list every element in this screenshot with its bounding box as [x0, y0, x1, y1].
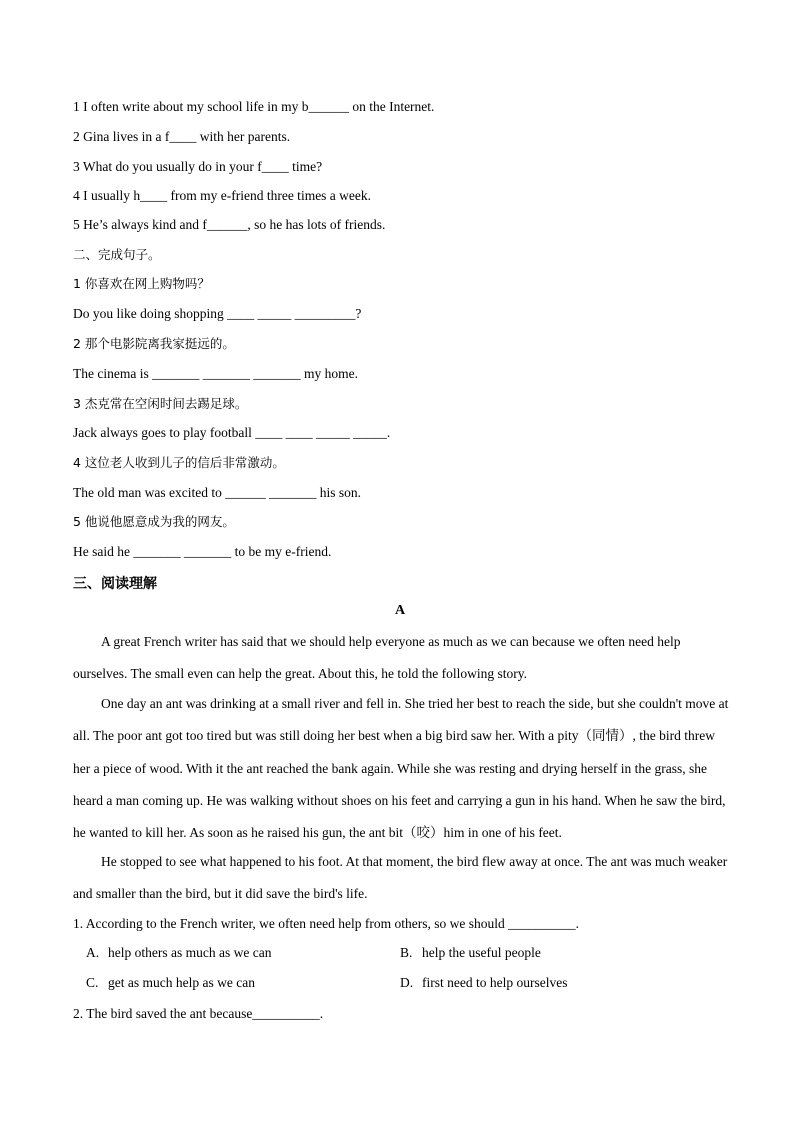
- passage-paragraph-2: One day an ant was drinking at a small river and fell in. She tried her best to reach the side, but she couldn't move at all. The poor ant got too tired but was still doing her best when a big bird saw her. With a pity（同情）, the bird threw her a piece of wood. With it the ant reached the bank again. While she was resting and drying herself in the grass, she heard a man coming up. He was walking without shoes on his feet and carrying a gun in his hand. When he saw the bird, he wanted to kill her. As soon as he raised his gun, the ant bit（咬）him in one of his feet.: [73, 696, 729, 841]
- sentence-3-english: Jack always goes to play football ____ ____ _____ _____.: [73, 425, 391, 440]
- sentence-1-chinese: 1 你喜欢在网上购物吗？: [73, 276, 210, 291]
- exercise-item-4: 4 I usually h____ from my e-friend three times a week.: [73, 188, 372, 203]
- sentence-1-english: Do you like doing shopping ____ _____ _________?: [73, 306, 362, 321]
- sentence-2-chinese: 2 那个电影院离我家挺远的。: [73, 336, 235, 351]
- passage-paragraph-1: A great French writer has said that we should help everyone as much as we can because we often need help ourselves. The small even can help the great. About this, he told the following story.: [73, 634, 681, 682]
- sentence-4-english: The old man was excited to ______ _______ his son.: [73, 485, 361, 500]
- question-1-option-b: [400, 945, 541, 961]
- question-1-stem: 1. According to the French writer, we often need help from others, so we should __________.: [73, 916, 579, 931]
- exercise-item-3: 3 What do you usually do in your f____ time?: [73, 159, 323, 174]
- sentence-2-english: The cinema is _______ _______ _______ my home.: [73, 366, 358, 381]
- option-text: help others as much as we can: [108, 945, 272, 960]
- exercise-item-5: 5 He’s always kind and f______, so he has lots of friends.: [73, 217, 386, 232]
- question-2-stem: 2. The bird saved the ant because__________.: [73, 1006, 324, 1021]
- option-letter: C.: [86, 975, 99, 990]
- passage-title: A: [394, 603, 406, 618]
- sentence-3-chinese: 3 杰克常在空闲时间去踢足球。: [73, 396, 248, 411]
- option-text: get as much help as we can: [108, 975, 255, 990]
- exercise-item-2: 2 Gina lives in a f____ with her parents.: [73, 129, 291, 144]
- passage-paragraph-3: He stopped to see what happened to his foot. At that moment, the bird flew away at once. The ant was much weaker and smaller than the bird, but it did save the bird's life.: [73, 854, 728, 902]
- question-1-option-a: [86, 945, 271, 961]
- option-text: help the useful people: [422, 945, 541, 960]
- exercise-item-1: 1 I often write about my school life in my b______ on the Internet.: [73, 99, 435, 114]
- question-1-option-c: [86, 975, 255, 991]
- question-1-option-d: [400, 975, 567, 991]
- option-letter: A.: [86, 945, 100, 960]
- sentence-5-english: He said he _______ _______ to be my e-friend.: [73, 544, 332, 559]
- section-heading-complete-sentences: 二、完成句子。: [73, 247, 161, 262]
- option-letter: B.: [400, 945, 413, 960]
- option-letter: D.: [400, 975, 414, 990]
- section-heading-reading: 三、阅读理解: [73, 576, 157, 592]
- sentence-4-chinese: 4 这位老人收到儿子的信后非常激动。: [73, 455, 285, 470]
- option-text: first need to help ourselves: [422, 975, 568, 990]
- sentence-5-chinese: 5 他说他愿意成为我的网友。: [73, 514, 235, 529]
